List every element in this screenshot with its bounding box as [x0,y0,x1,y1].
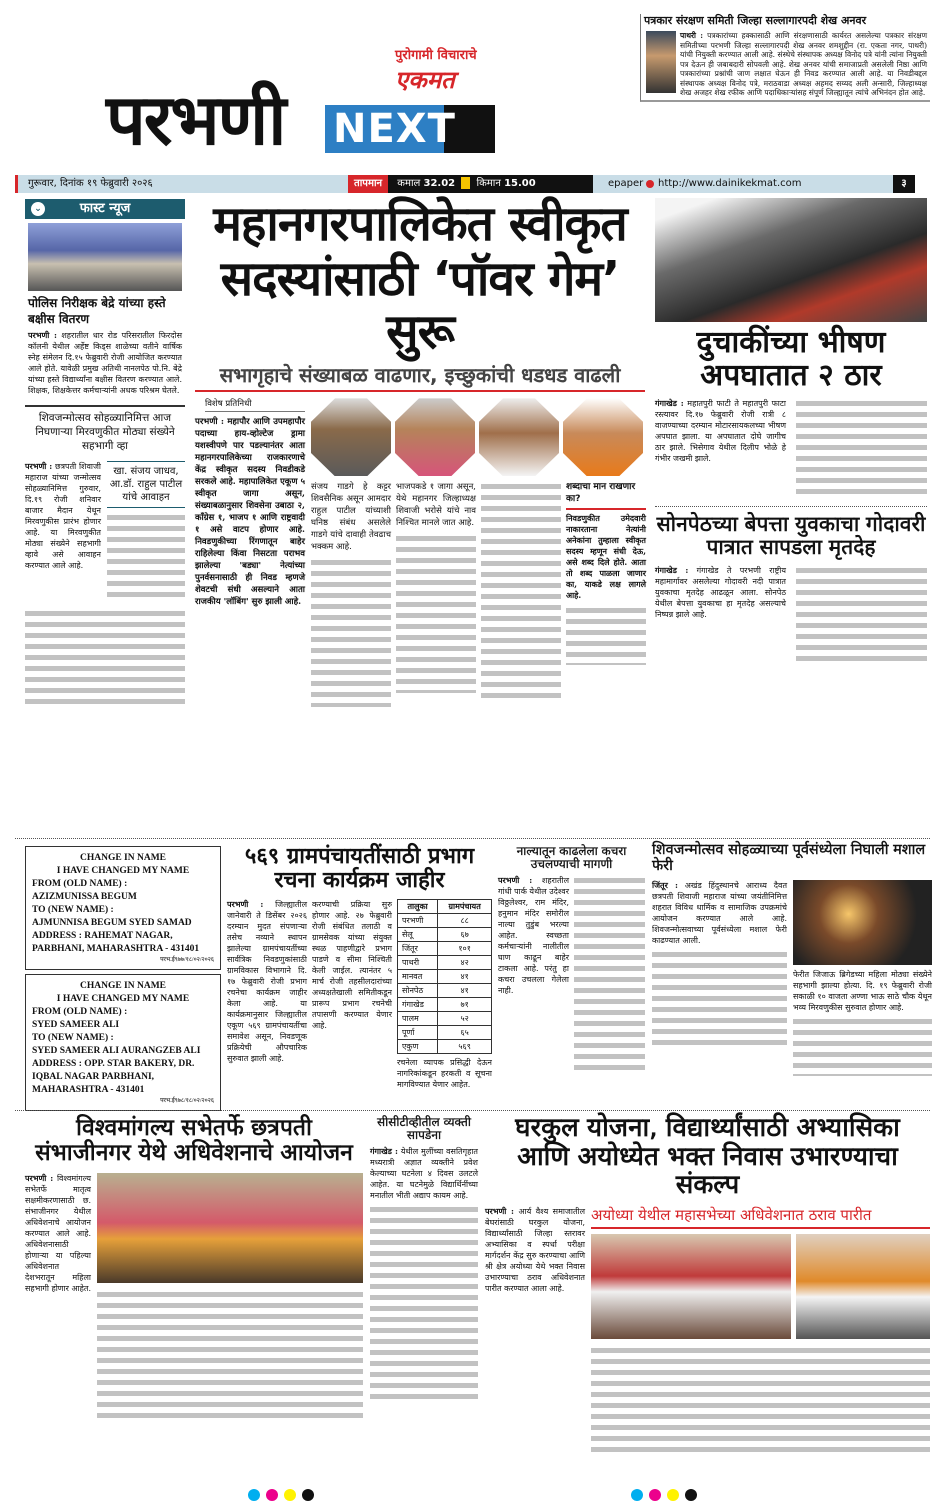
cctv-text: येथील मुलींच्या वसतिगृहात मध्यरात्री अज्ञात व्यक्तीने प्रवेश केल्याच्या घटनेला ४ दिवस उलटले आहेत. या घटनेमुळे विद्यार्थिनींच्या मनातील भीती अद्याप कायम आहे. [370,1147,478,1201]
notice-ref: परभ.ई९७७/१८/०२/२०२६ [160,957,214,963]
text-column [793,1016,932,1076]
notice-address: ADDRESS : RAHEMAT NAGAR, PARBHANI, MAHARASHTRA - 431401 [32,931,200,954]
weather-label: तापमान [348,175,388,193]
text-column [311,557,391,707]
vishwa-story [25,1116,363,1419]
sidebar-text: निवडणुकीत उमेदवारी नाकारताना नेत्यांनी अनेकांना तुम्हाला स्वीकृत सदस्य म्हणून संधी देऊ, असे शब्द दिले होते. आता तो शब्द पाळला जाणार का, याकडे लक्ष लागले आहे. [566,513,646,601]
gharkul-text: आर्य वैश्य समाजातील बेघरांसाठी घरकुल योजना, विद्यार्थ्यांसाठी जिल्हा स्तरावर अभ्यासिका व स्पर्धा परीक्षा मार्गदर्शन केंद्र सुरु करण्याचा आणि श्री क्षेत्र अयोध्या येथे भक्त निवास उभारण्याचा ठराव अधिवेशनात पारीत करण्यात आला आहे. [485,1206,585,1293]
nala-story [498,845,645,1075]
notice-line: I HAVE CHANGED MY NAME [56,994,190,1004]
main-story-lead: महापौर आणि उपमहापौर पदाच्या हाय-व्होल्टेज ड्रामा यशस्वीपणे पार पडल्यानंतर आता महानगरपालिकेच्या राजकारणाचे केंद्र स्वीकृत सदस्य निवडीकडे सरकले आहे. महापालिकेत एकूण ५ स्वीकृत जागा असून, संख्याबळानुसार शिवसेना उबाठा २, काँग्रेस १, भाजप १ आणि राष्ट्रवादी १ असे वाटप होणार आहे. निवडणुकीच्या रिंगणातून बाहेर राहिलेल्या किंवा निसटता पराभव झालेल्या 'बड्या' नेत्यांच्या पुनर्वसनासाठी ही निवड म्हणजे शेवटची संधी असल्याने आता राजकीय 'लॉबिंग' सुरु झाली आहे. [195,417,305,608]
main-story-col3 [396,481,476,693]
notice-to-label: TO (NEW NAME) : [32,905,114,915]
gharkul-subhead: अयोध्या येथील महासभेच्या अधिवेशनात ठराव पारीत [591,1206,930,1229]
table-cell: ६७ [438,928,492,942]
main-story-col1 [195,398,305,608]
table-row [398,956,492,970]
gram-table [397,899,492,1054]
text-column [796,398,927,498]
notice-to-label: TO (NEW NAME) : [32,1033,114,1043]
max-temp-label: कमाल [397,178,421,189]
text-column [591,1345,930,1455]
sidebar-title: शब्दाचा मान राखणार का? [566,481,646,510]
gram-headline: ५६९ ग्रामपंचायतींसाठी प्रभाग रचना कार्यक्रम जाहीर [244,844,475,894]
event-photo [796,1234,930,1339]
cctv-story [370,1116,478,1404]
text-column [574,875,645,1075]
accident-text: महातपुरी फाटी ते महातपुरी फाटा रस्त्यावर दि.१७ फेब्रुवारी रोजी रात्री ८ वाजण्याच्या दरम्यान मोटारसायकलच्या भीषण अपघात झाला. या अपघातात दोघे जागीच ठार झाले. भिसेगाव येथील दिलीप भोळे हे गंभीर जखमी झाले. [655,399,786,463]
table-row [398,914,492,928]
mashal-photo [793,880,932,965]
sonpeth-headline: सोनपेठच्या बेपत्ता युवकाचा गोदावरी पात्रात सापडला मृतदेह [656,512,926,560]
nala-headline: नाल्यातून काढलेला कचरा उचलण्याची मागणी [516,844,627,872]
text-column [107,512,185,602]
notice-new-name: SYED SAMEER ALI AURANGZEB ALI [32,1046,201,1056]
table-cell: पालम [398,1012,438,1026]
tagline: पुरोगामी विचाराचे [395,48,477,63]
table-row [398,984,492,998]
mashal-headline: शिवजन्मोत्सव सोहळ्याच्या पूर्वसंध्येला निघाली मशाल फेरी [652,842,926,874]
table-cell: ८८ [438,914,492,928]
mashal-col2-text: फेरीत जिजाऊ ब्रिगेडच्या महिला मोठ्या संख्येने सहभागी झाल्या होत्या. दि. १९ फेब्रुवारी रोजी सकाळी १० वाजता अण्णा भाऊ साठे चौक येथून भव्य मिरवणुकीस सुरुवात होणार आहे. [793,969,932,1012]
search-icon [646,180,654,188]
registration-marks [0,1486,945,1505]
table-cell: परभणी [398,914,438,928]
change-in-name-notice [25,974,221,1111]
accident-story [655,326,927,498]
fast-news [25,199,185,399]
epaper-label: epaper [608,178,644,189]
table-cell: ४२ [438,956,492,970]
chevron-down-icon: ⌄ [31,202,45,216]
vishwa-headline: विश्वमांगल्य सभेतर्फे छत्रपती संभाजीनगर येथे अधिवेशनाचे आयोजन [35,1115,353,1167]
divider [655,506,927,507]
mashal-story [652,843,932,1076]
notice-from-label: FROM (OLD NAME) : [32,1007,128,1017]
text-column [481,481,561,701]
shiv-story-text: छत्रपती शिवाजी महाराज यांच्या जन्मोत्सव सोहळ्यानिमित्त गुरुवार, दि.१९ रोजी शनिवार बाजार मैदान येथून मिरवणुकीस प्रारंभ होणार आहे. या मिरवणुकीत मोठ्या संख्येने सहभागी व्हावे असे आवाहन करण्यात आले आहे. [25,462,101,570]
accident-headline: दुचाकींच्या भीषण अपघातात २ ठार [696,325,886,393]
main-story-col4 [481,481,561,701]
table-cell: जिंतूर [398,942,438,956]
masthead-title: परभणी [106,79,285,161]
table-cell: मानवत [398,970,438,984]
politician-photo [311,398,391,476]
notice-ref: परभ.ई९७८/१८/०२/२०२६ [160,1098,214,1104]
accident-photo [655,198,927,322]
page-number: ३ [893,175,915,193]
event-photo [591,1234,791,1339]
text-column [25,608,185,708]
notice-line: I HAVE CHANGED MY NAME [56,866,190,876]
table-row [398,928,492,942]
text-column [566,605,646,665]
table-cell: एकुण [398,1040,438,1054]
shiv-story [25,405,185,708]
table-cell: सेलू [398,928,438,942]
table-header: तालुका [398,900,438,914]
min-temp-label: किमान [476,178,501,189]
brand-logo: एकमत [395,66,455,94]
table-cell: ६५ [438,1026,492,1040]
sonpeth-text: गंगाखेड ते परभणी राष्ट्रीय महामार्गावर असलेल्या गोदावरी नदी पात्रात युवकाचा मृतदेह आढळून आला. सोनपेठ येथील बेपत्ता युवकाचा हा मृतदेह असल्याचे निष्पन्न झाले आहे. [655,566,786,620]
gram-col2-text: करण्याची प्रक्रिया सुरु होणार आहे. २७ फेब्रुवारी रोजी संबंधित तलाठी व ग्रामसेवक यांच्या संयुक्त स्थळ पाहणीद्वारे प्रभाग पाडणे व सीमा निश्चिती केली जाईल. त्यानंतर ५ मार्च रोजी तहसीलदारांच्या अध्यक्षतेखाली समितीकडून प्रारूप प्रभाग रचनेची तपासणी करण्यात येणार आहे. [312,900,392,1031]
change-in-name-notice [25,846,221,970]
table-cell: ५२ [438,1012,492,1026]
date-bar [15,175,915,193]
notice-old-name: AZIZMUNISSA BEGUM [32,892,137,902]
weather-strip [348,175,593,193]
group-photo [97,1173,363,1283]
notice-new-name: AJMUNNISA BEGUM SYED SAMAD [32,918,192,928]
gram-story [227,845,492,1090]
sonpeth-story [655,513,927,665]
gram-text: जिल्ह्यातील जानेवारी ते डिसेंबर २०२६ दरम्यान मुदत संपणाऱ्या तसेच नव्याने स्थापन झालेल्या ग्रामपंचायतींच्या सार्वत्रिक निवडणुकांसाठी ग्रामविकास विभागाने दि. १७ फेब्रुवारी रोजी प्रभाग रचनेचा कार्यक्रम जाहीर केला आहे. या कार्यक्रमानुसार जिल्ह्यातील एकूण ५६९ ग्रामपंचायतींचा समावेश असून, निवडणूक प्रक्रियेची औपचारिक सुरुवात झाली आहे. [227,900,307,1064]
table-cell: ४१ [438,984,492,998]
table-row [398,1012,492,1026]
min-temp: 15.00 [504,178,536,189]
max-temp: 32.02 [423,178,456,189]
nala-text: शहरातील गांधी पार्क येथील उदेश्वर विठ्ठलेश्वर, राम मंदिर, हनुमान मंदिर समोरील नाल्या तुडुंब भरल्या आहेत. स्वच्छता कर्मचाऱ्यांनी नालीतील घाण काढून बाहेर टाकला आहे. परंतु हा कचरा उचलला गेलेला नाही. [498,876,569,996]
politician-photo [563,398,643,476]
masthead-next-text: NEXT [333,106,456,152]
main-story-col2 [311,481,391,707]
fast-news-label: फास्ट न्यूज [79,201,131,216]
notice-title: CHANGE IN NAME [79,853,167,863]
notice-old-name: SYED SAMEER ALI [32,1020,120,1030]
table-cell: १०१ [438,942,492,956]
gharkul-story [485,1114,930,1455]
table-cell: गंगाखेड [398,998,438,1012]
table-cell: ७१ [438,998,492,1012]
masthead [100,45,500,170]
fast-news-headline: पोलिस निरीक्षक बेद्रे यांच्या हस्ते बक्षीस वितरण [28,296,166,326]
main-subhead: सभागृहाचे संख्याबळ वाढणार, इच्छुकांची धडधड वाढली [195,364,645,392]
notice-from-label: FROM (OLD NAME) : [32,879,128,889]
divider [15,1110,930,1111]
byline: विशेष प्रतिनिधी [205,398,305,412]
notice-address: ADDRESS : OPP. STAR BAKERY, DR. IQBAL NAGAR PARBHANI, MAHARASHTRA - 431401 [32,1059,195,1095]
table-header: ग्रामपंचायत [438,900,492,914]
gharkul-headline: घरकुल योजना, विद्यार्थ्यांसाठी अभ्यासिका आणि अयोध्येत भक्त निवास उभारण्याचा संकल्प [515,1113,900,1201]
dateline: गंगाखेड : [655,398,684,408]
text-column [396,533,476,693]
main-story-col2-text: संजय गाडगे हे कट्टर शिवसैनिक असून आमदार राहुल पाटील यांच्याशी घनिष्ठ संबंध असलेले गाडगे यांचे दावाही तेवढाच भक्कम आहे. [311,482,391,553]
shiv-story-headline: शिवजन्मोत्सव सोहळ्यानिमित्त आज निघणाऱ्या मिरवणुकीत मोठ्या संख्येने सहभागी व्हा [35,412,175,452]
right-column [655,198,927,665]
table-cell: ५६९ [438,1040,492,1054]
dateline: परभणी : [498,875,533,886]
issue-date: गुरूवार, दिनांक १९ फेब्रुवारी २०२६ [28,178,153,189]
politician-photo [479,398,559,476]
text-column [97,1289,363,1419]
top-news-box [640,14,930,102]
table-total-row [398,1040,492,1054]
notice-title: CHANGE IN NAME [79,981,167,991]
masthead-next-logo [325,105,495,153]
dateline: परभणी : [485,1205,514,1216]
dateline: जिंतूर : [652,879,678,890]
table-cell: पूर्णा [398,1026,438,1040]
sidebar-box [566,481,646,665]
dateline: परभणी : [25,461,53,471]
left-column [25,199,185,708]
pullquote: खा. संजय जाधव, आ.डॉ. राहुल पाटील यांचे आवाहन [107,461,185,508]
epaper-url[interactable]: http://www.dainikekmat.com [658,178,802,189]
dateline: गंगाखेड : [655,565,689,576]
dateline: परभणी : [227,899,264,910]
table-row [398,942,492,956]
table-cell: पाथरी [398,956,438,970]
politician-photo [395,398,475,476]
mashal-text: अखंड हिंदुस्थानचे आराध्य दैवत छत्रपती शिवाजी महाराज यांच्या जयंतीनिमित्त शहरात विविध धार्मिक व सामाजिक उपक्रमांचे आयोजन करण्यात आले आहे. शिवजन्मोत्सवाच्या पूर्वसंध्येला मशाल फेरी काढण्यात आली. [652,880,788,945]
top-news-text: पत्रकारांच्या हक्कासाठी आणि संरक्षणासाठी कार्यरत असलेल्या पत्रकार संरक्षण समितीच्या परभणी जिल्हा सल्लागारपदी शेख अनवर शमशुद्दीन (रा. एकता नगर, पाथरी) यांची नियुक्ती करण्यात आली आहे. संस्थेचे संस्थापक अध्यक्ष विनोद पत्रे यांनी त्यांना नियुक्ती पत्र देऊन ही जबाबदारी सोपवली आहे. शेख अनवर यांची समाजाप्रती असलेली निष्ठा आणि पत्रकारांच्या प्रश्नांची जाण लक्षात घेऊन ही निवड करण्यात आली आहे. या निवडीबद्दल संस्थापक अध्यक्ष विनोद पत्रे, मराठवाडा अध्यक्ष अहमद सय्यद अली अन्सारी, जिल्हाध्यक्ष शेख अजहर शेख रफीक आणि पदाधिकाऱ्यांसह संपूर्ण जिल्ह्यातून त्यांचे अभिनंदन होत आहे. [680,31,927,97]
gram-col3-text: रचनेला व्यापक प्रसिद्धी देऊन नागरिकांकडून हरकती व सूचना मागविण्यात येणार आहेत. [397,1058,492,1090]
sun-icon [461,177,470,189]
main-story [195,198,645,707]
vishwa-text: विश्वमांगल्य सभेतर्फे मातृत्व सक्षमीकरणासाठी छ. संभाजीनगर येथील अधिवेशनाचे आयोजन करण्यात आले आहे. अधिवेशनासाठी होणाऱ्या या पहिल्या अधिवेशनात देशभरातून महिला सहभागी होणार आहेत. [25,1173,91,1293]
divider [15,838,930,839]
text-column [796,565,927,665]
notices-column [25,846,221,1115]
fast-news-label-bar [25,199,185,219]
table-cell: सोनपेठ [398,984,438,998]
table-row [398,1026,492,1040]
dateline: पाथरी : [680,31,704,40]
main-headline-line1: महानगरपालिकेत स्वीकृत [213,196,627,252]
top-news-headline: पत्रकार संरक्षण समिती जिल्हा सल्लागारपदी शेख अनवर [644,14,867,27]
dateline: परभणी : [28,330,57,340]
dateline: परभणी : [195,417,225,428]
table-cell: ४१ [438,970,492,984]
main-headline-line2: सदस्यांसाठी ‘पॉवर गेम’ सुरू [220,250,620,360]
dateline: गंगाखेड : [370,1146,398,1157]
table-row [398,998,492,1012]
journalist-photo [646,31,676,93]
main-story-col3-text: भाजपकडे १ जागा असून, येथे महानगर जिल्हाध्यक्ष शिवाजी भरोसे यांचे नाव निश्चित मानले जात आहे. [396,482,476,529]
award-photo [28,223,182,291]
cctv-headline: सीसीटीव्हीतील व्यक्ती सापडेना [377,1115,471,1143]
table-row [398,970,492,984]
text-column [370,1204,478,1404]
fast-news-text: शहरातील धार रोड परिसरातील फिरदोस कॉलनी येथील अर्हेष्ट किड्स शाळेच्या वतीने वार्षिक स्नेह संमेलन दि.१५ फेब्रुवारी रोजी आयोजित करण्यात आले होते. यावेळी प्रमुख अतिथी नानलपेठ पो.नि. बेद्रे यांच्या हस्ते विद्यार्थ्यांना बक्षीस वितरण करण्यात आले. शिक्षक, शिक्षकेत्तर कर्मचाऱ्यांनी अधक परिश्रम घेतले. [28,331,182,395]
dateline: परभणी : [25,1172,54,1183]
